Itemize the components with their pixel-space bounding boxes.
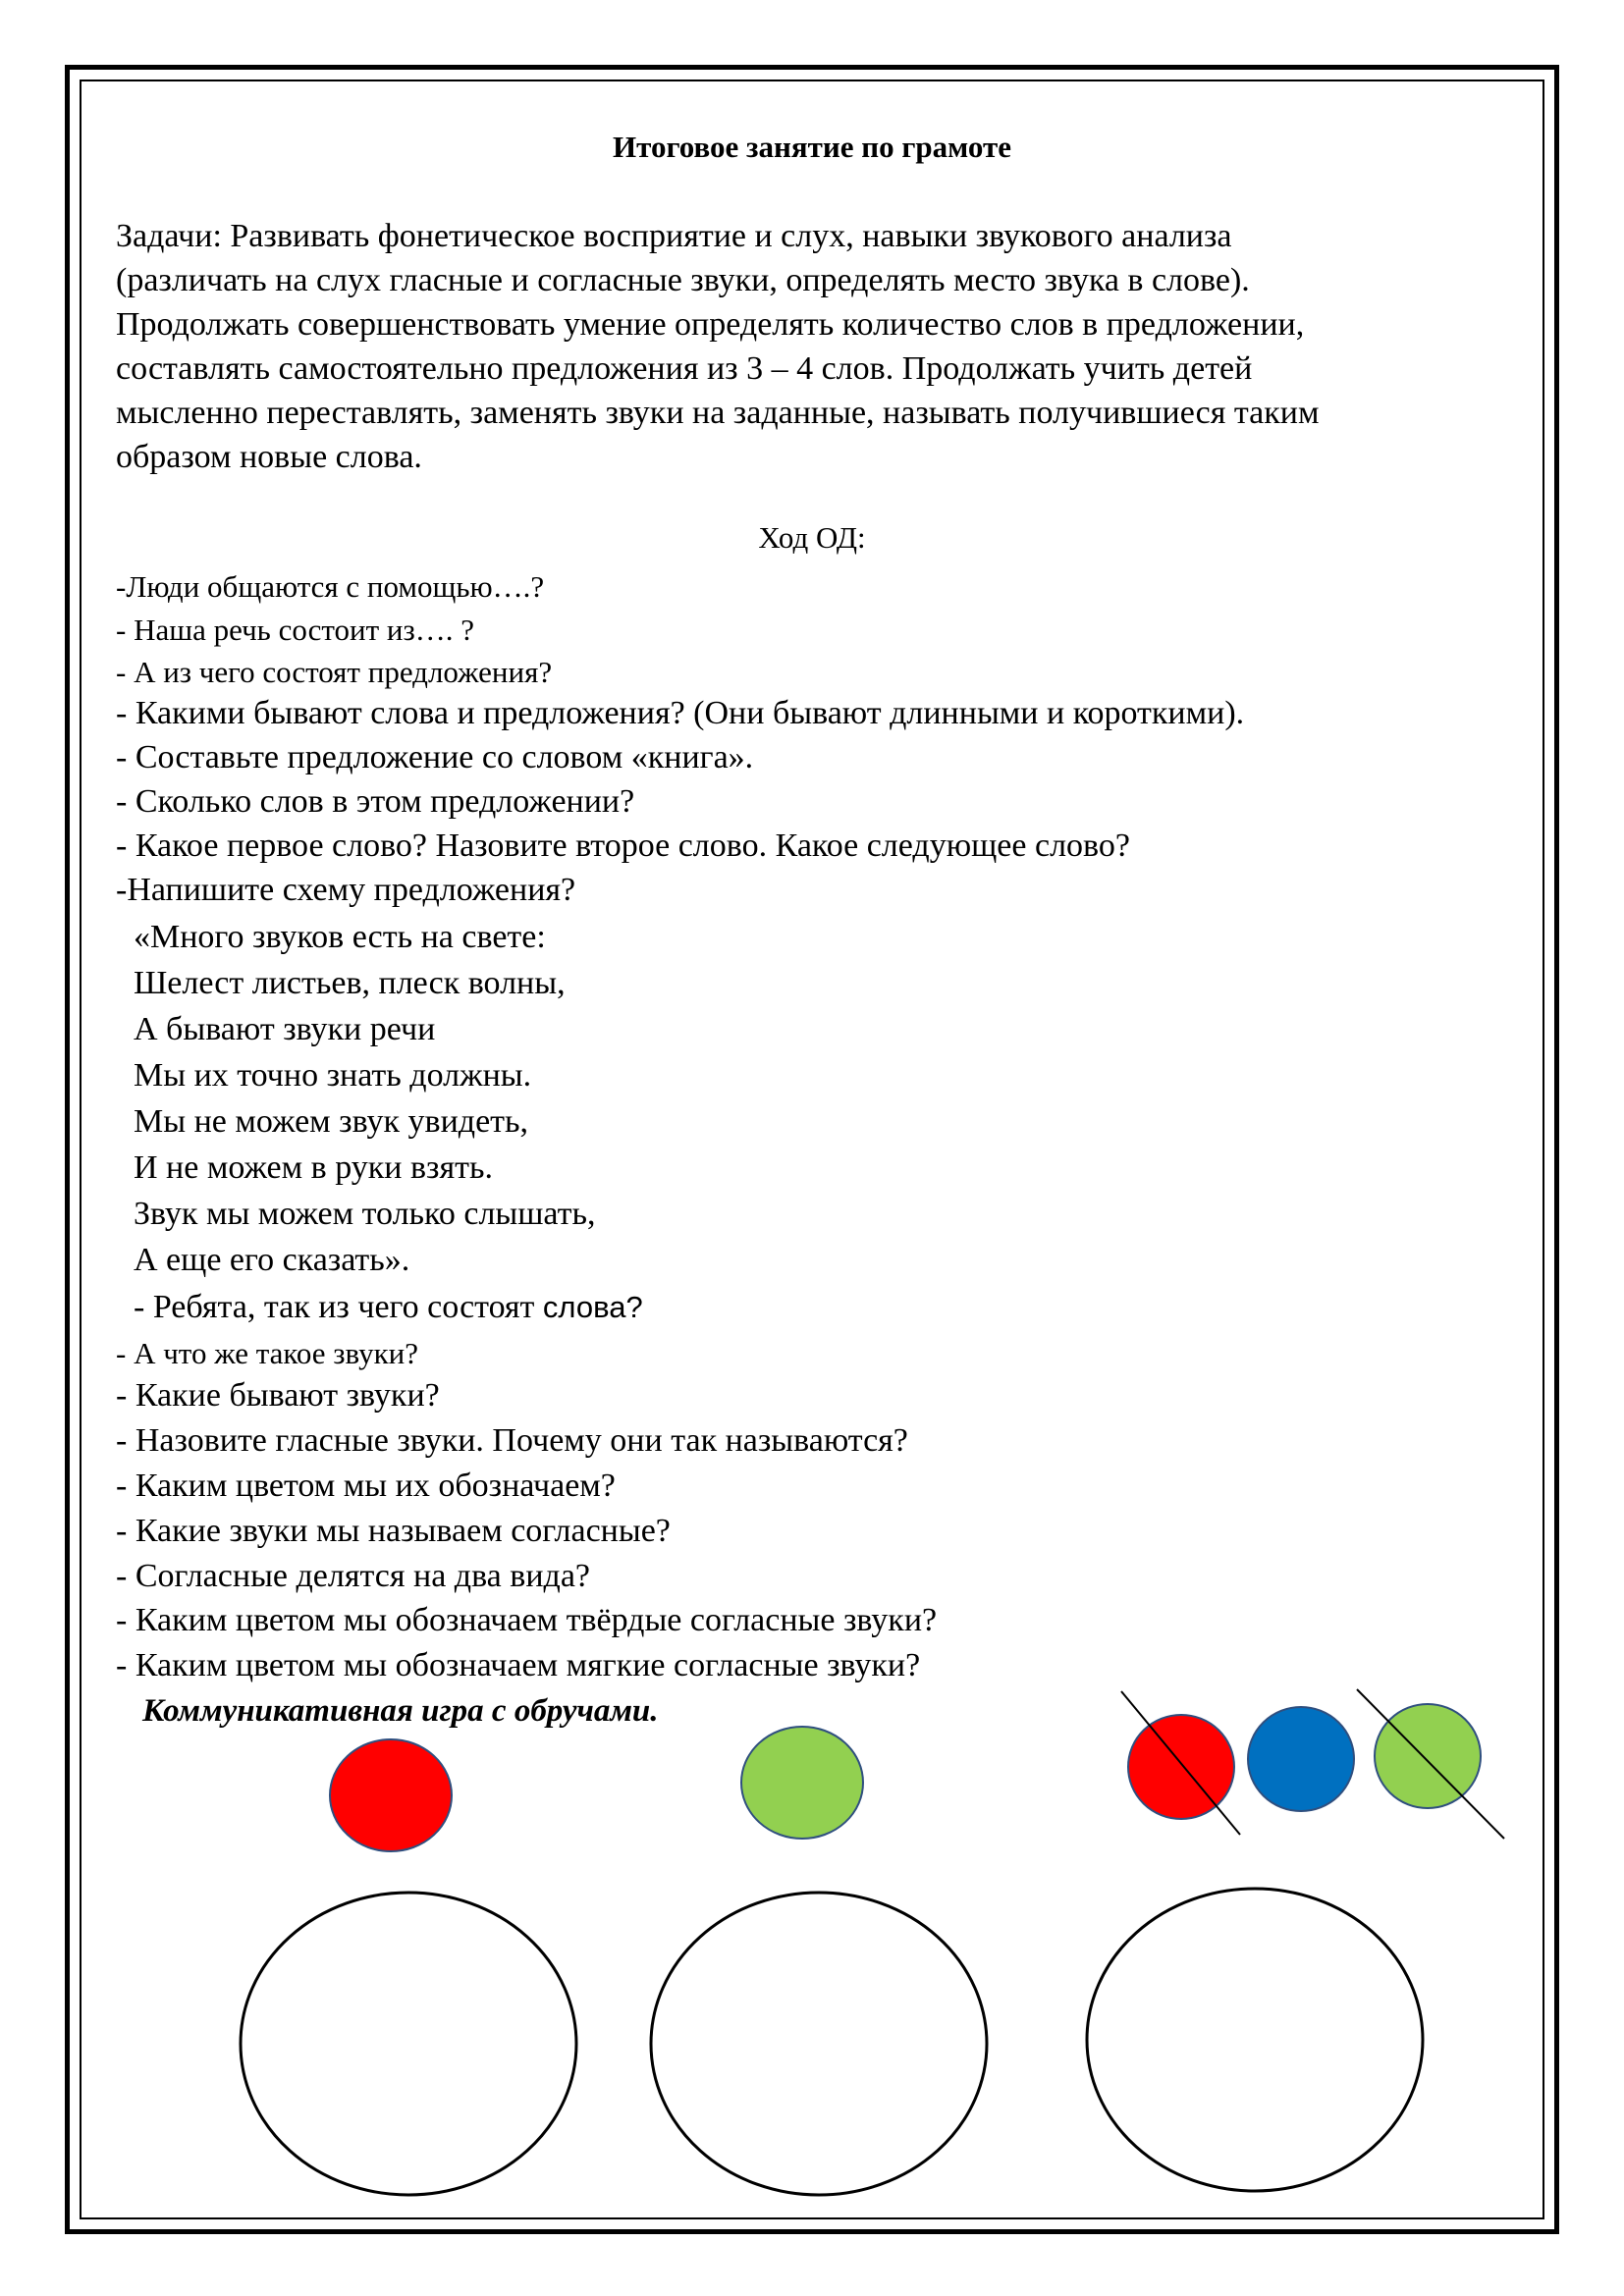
question-line: -Люди общаются с помощью….? — [116, 569, 545, 604]
hoop-middle — [651, 1893, 987, 2195]
poem-line: И не можем в руки взять. — [134, 1149, 493, 1186]
question-line: - Каким цветом мы обозначаем мягкие согласные звуки? — [116, 1647, 921, 1683]
question-words-suffix: слова? — [542, 1290, 643, 1324]
question-words-prefix: - Ребята, так из чего состоят — [134, 1289, 543, 1325]
poem-line: Мы не можем звук увидеть, — [134, 1103, 529, 1140]
poem-line: А еще его сказать». — [134, 1242, 410, 1278]
question-line: - Согласные делятся на два вида? — [116, 1558, 591, 1594]
question-line: - Сколько слов в этом предложении? — [116, 783, 635, 820]
section-heading: Ход ОД: — [758, 520, 866, 555]
question-line: - А из чего состоят предложения? — [116, 655, 553, 689]
hoop-left — [241, 1893, 576, 2195]
game-title: Коммуникативная игра с обручами. — [142, 1693, 659, 1729]
poem-line: «Много звуков есть на свете: — [134, 919, 546, 955]
document-title: Итоговое занятие по грамоте — [613, 130, 1011, 164]
poem-line: Шелест листьев, плеск волны, — [134, 965, 566, 1001]
intro-line: Задачи: Развивать фонетическое восприятие и слух, навыки звукового анализа — [116, 218, 1232, 254]
blue-circle-icon — [1248, 1707, 1354, 1811]
intro-line: образом новые слова. — [116, 439, 422, 475]
intro-line: (различать на слух гласные и согласные звуки, определять место звука в слове). — [116, 262, 1250, 298]
hoop-right — [1087, 1889, 1423, 2191]
crossed-red-circle-icon — [1128, 1715, 1234, 1819]
question-line: - Каким цветом мы обозначаем твёрдые согласные звуки? — [116, 1602, 938, 1638]
question-line: - Наша речь состоит из…. ? — [116, 613, 474, 647]
red-circle-icon — [330, 1739, 452, 1851]
question-line: - Каким цветом мы их обозначаем? — [116, 1468, 616, 1504]
question-line: - Составьте предложение со словом «книга». — [116, 739, 754, 775]
intro-line: составлять самостоятельно предложения из 3 – 4 слов. Продолжать учить детей — [116, 350, 1253, 387]
intro-line: мысленно переставлять, заменять звуки на заданные, называть получившиеся таким — [116, 395, 1320, 431]
intro-line: Продолжать совершенствовать умение определять количество слов в предложении, — [116, 306, 1305, 343]
poem-line: А бывают звуки речи — [134, 1011, 436, 1047]
question-line: - Какими бывают слова и предложения? (Они бывают длинными и короткими). — [116, 695, 1245, 731]
question-line: - Назовите гласные звуки. Почему они так называются? — [116, 1422, 908, 1459]
question-line: - Какое первое слово? Назовите второе слово. Какое следующее слово? — [116, 828, 1130, 864]
green-circle-icon — [741, 1727, 863, 1839]
question-line: - А что же такое звуки? — [116, 1336, 419, 1370]
poem-line: Звук мы можем только слышать, — [134, 1196, 596, 1232]
question-line: - Какие звуки мы называем согласные? — [116, 1513, 671, 1549]
poem-line: Мы их точно знать должны. — [134, 1057, 532, 1094]
question-line: -Напишите схему предложения? — [116, 872, 576, 908]
crossed-green-circle-icon — [1375, 1704, 1481, 1808]
question-line: - Какие бывают звуки? — [116, 1377, 440, 1414]
